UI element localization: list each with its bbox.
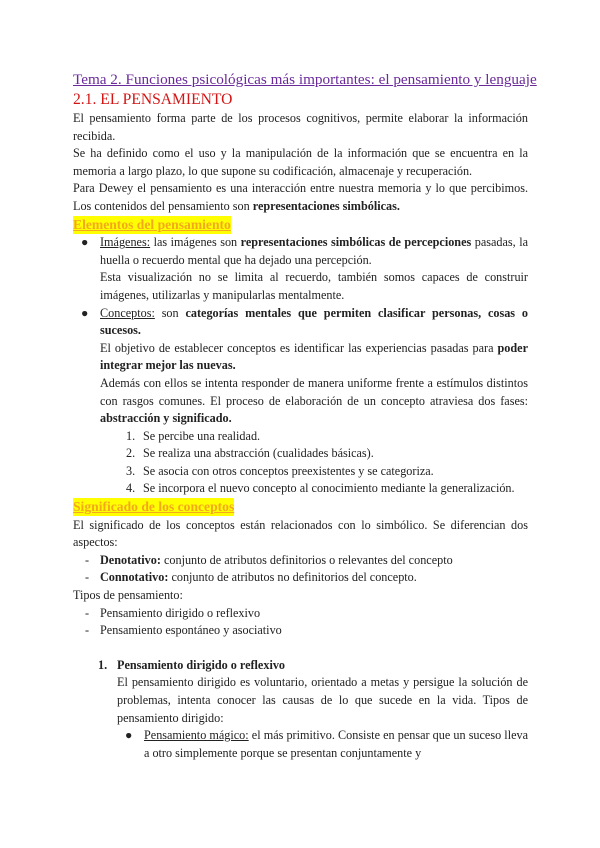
step-number: 1. <box>126 428 136 443</box>
magico-text: el más primitivo. Consiste en pensar que un suceso lleva a otro simplemente porque se presentan conjuntamente y <box>144 728 528 760</box>
dirigido-list <box>117 727 528 762</box>
conceptos-p3-text: Además con ellos se intenta responder de manera uniforme frente a estímulos distintos con rasgos comunes. El proceso de elaboración de un concepto atraviesa dos fases: <box>100 375 528 408</box>
significado-intro: El significado de los conceptos están relacionados con lo simbólico. Se diferencian dos aspectos: <box>73 517 528 550</box>
conceptos-p3-bold: abstracción y significado. <box>100 411 232 426</box>
dash-marker: - <box>85 552 90 567</box>
conceptos-p2-text: El objetivo de establecer conceptos es identificar las experiencias pasadas para <box>100 340 498 355</box>
elementos-list <box>73 234 528 498</box>
dirigido-number: 1. <box>98 657 108 672</box>
dirigido-heading-row <box>90 657 528 675</box>
tipo-text: Pensamiento dirigido o reflexivo <box>100 605 261 620</box>
step-number: 4. <box>126 481 136 496</box>
significado-aspects-list <box>73 552 528 587</box>
dirigido-section <box>73 657 528 763</box>
conceptos-paragraph-2 <box>100 340 528 375</box>
step-text: Se asocia con otros conceptos preexistentes y se categoriza. <box>143 463 434 478</box>
imagenes-bold: representaciones simbólicas de percepciones <box>240 235 472 250</box>
imagenes-label: Imágenes: <box>100 235 151 250</box>
imagenes-paragraph <box>100 234 528 269</box>
elementos-heading: Elementos del pensamiento <box>73 216 231 232</box>
step-number: 2. <box>126 446 136 461</box>
step-item <box>126 463 528 481</box>
imagenes-paragraph-2: Esta visualización no se limita al recuerdo, también somos capaces de construir imágenes, utilizarlas y manipularlas mentalmente. <box>100 270 528 302</box>
document-page <box>73 70 537 762</box>
dash-marker: - <box>85 570 90 585</box>
list-item-tipo <box>73 605 528 623</box>
conceptos-text-1: son <box>154 305 186 320</box>
section-heading: 2.1. EL PENSAMIENTO <box>73 91 233 108</box>
bullet-icon: ● <box>125 728 133 743</box>
connotativo-text: conjunto de atributos no definitorios del concepto. <box>168 570 417 585</box>
list-item-connotativo <box>73 569 528 587</box>
tipos-label: Tipos de pensamiento: <box>73 588 183 603</box>
list-item-tipo <box>73 622 528 640</box>
denotativo-label: Denotativo: <box>100 552 161 567</box>
step-text: Se realiza una abstracción (cualidades básicas). <box>143 446 374 461</box>
conceptos-p2-bold: poder integrar mejor las nuevas. <box>100 340 528 373</box>
list-item-conceptos <box>73 305 528 499</box>
significado-heading-row <box>73 498 528 517</box>
step-item <box>126 445 528 463</box>
dash-marker: - <box>85 605 90 620</box>
imagenes-text-1: las imágenes son <box>150 235 241 250</box>
dewey-paragraph <box>73 180 528 215</box>
step-number: 3. <box>126 463 136 478</box>
step-item <box>126 480 528 498</box>
connotativo-label: Connotativo: <box>100 570 169 585</box>
conceptos-paragraph <box>100 305 528 340</box>
bullet-icon: ● <box>81 305 89 320</box>
magico-label: Pensamiento mágico: <box>144 728 249 743</box>
conceptos-paragraph-3 <box>100 375 528 428</box>
significado-heading: Significado de los conceptos <box>73 499 235 515</box>
elementos-heading-row <box>73 216 528 235</box>
bullet-icon: ● <box>81 235 89 250</box>
intro-paragraph-1: El pensamiento forma parte de los procesos cognitivos, permite elaborar la información recibida. <box>73 111 528 143</box>
dash-marker: - <box>85 623 90 638</box>
imagenes-text-2: pasadas, la huella o recuerdo mental que ha dejado una percepción. <box>100 235 529 267</box>
spacer <box>73 640 528 657</box>
tipo-text: Pensamiento espontáneo y asociativo <box>100 623 282 638</box>
magico-paragraph <box>144 727 528 762</box>
conceptos-bold: categorías mentales que permiten clasificar personas, cosas o sucesos. <box>100 305 528 338</box>
list-item-imagenes <box>73 234 528 304</box>
conceptos-label: Conceptos: <box>100 305 155 320</box>
concept-steps-list <box>126 428 528 498</box>
document-title: Tema 2. Funciones psicológicas más importantes: el pensamiento y lenguaje <box>73 71 537 88</box>
dewey-text: Para Dewey el pensamiento es una interacción entre nuestra memoria y lo que percibimos. Los contenidos del pensamiento son <box>73 181 528 213</box>
list-item-denotativo <box>73 552 528 570</box>
dirigido-paragraph: El pensamiento dirigido es voluntario, orientado a metas y persigue la solución de problemas, intenta conocer las causas de lo que sucede en la vida. Tipos de pensamiento dirigido: <box>117 675 528 725</box>
tipos-list <box>73 605 528 640</box>
step-text: Se incorpora el nuevo concepto al conocimiento mediante la generalización. <box>143 481 515 496</box>
step-text: Se percibe una realidad. <box>143 428 261 443</box>
dewey-bold: representaciones simbólicas. <box>252 198 400 213</box>
intro-paragraph-2: Se ha definido como el uso y la manipulación de la información que se encuentra en la memoria a largo plazo, lo que supone su codificación, almacenaje y recuperación. <box>73 146 528 178</box>
dirigido-heading: Pensamiento dirigido o reflexivo <box>117 657 286 672</box>
list-item-magico <box>117 727 528 762</box>
step-item <box>126 428 528 446</box>
denotativo-text: conjunto de atributos definitorios o relevantes del concepto <box>160 552 453 567</box>
